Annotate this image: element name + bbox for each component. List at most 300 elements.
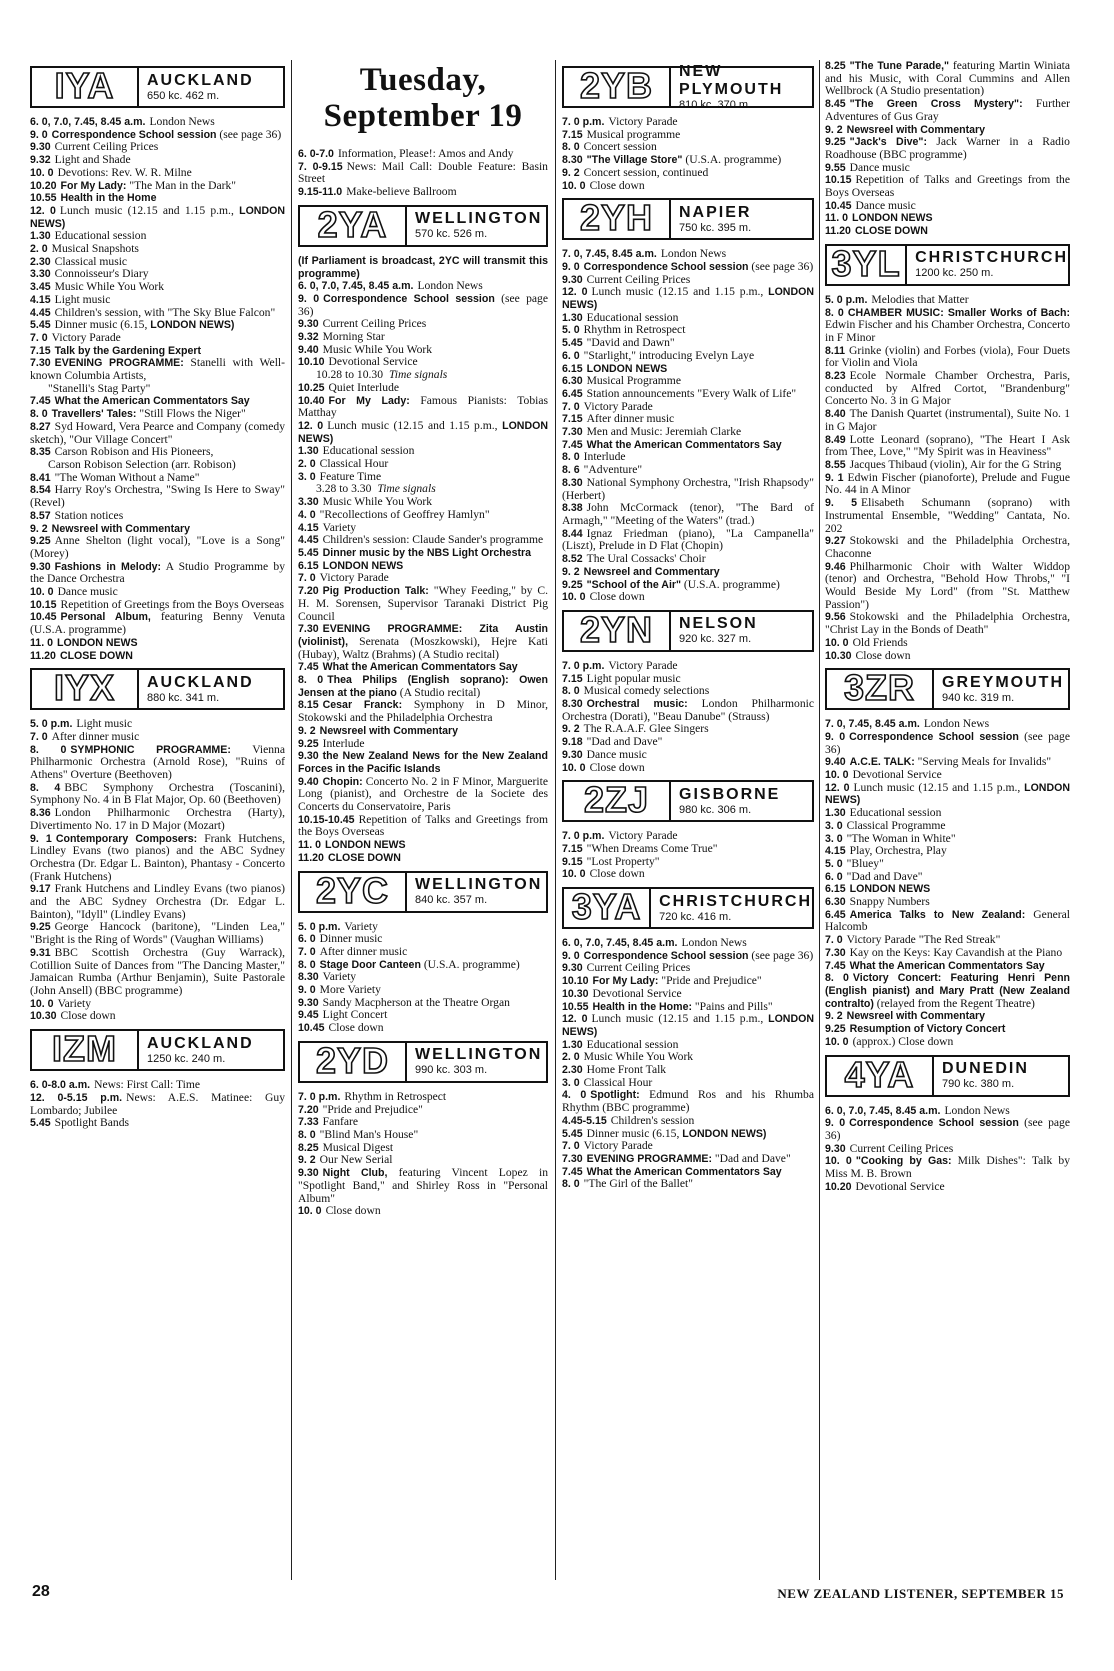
listing-title: America Talks to New Zealand: bbox=[849, 908, 1026, 921]
listing-detail: (A Studio recital) bbox=[396, 685, 481, 699]
listing-entry bbox=[825, 370, 1070, 408]
listing-detail: Station notices bbox=[54, 508, 124, 522]
listing-detail: Educational session bbox=[586, 1037, 679, 1051]
listing-time: 9. 2 bbox=[298, 724, 316, 737]
listing-time: 10.45 bbox=[825, 199, 852, 212]
listing-detail: Music While You Work bbox=[54, 280, 165, 294]
column-2 bbox=[298, 60, 548, 1580]
listing-detail: "Dad and Dave" bbox=[712, 1152, 791, 1165]
listing-entry bbox=[298, 1205, 548, 1218]
listing-time: 5. 0 bbox=[825, 857, 843, 870]
listing-time: 10.15-10.45 bbox=[298, 813, 355, 826]
listing-time: 9.25 bbox=[825, 136, 846, 149]
listing-time: 9.25 bbox=[30, 921, 51, 934]
listing-entry bbox=[298, 585, 548, 623]
listing-detail: Educational session bbox=[54, 229, 147, 243]
listing-detail: Ignaz Friedman (piano), "La Campanella" (Liszt), Prelude in D Flat (Chopin) bbox=[562, 526, 814, 553]
listing-time: 8. 0 bbox=[562, 451, 580, 464]
listing-time: 8. 4 bbox=[30, 781, 61, 794]
listing-detail: Ecole Normale Chamber Orchestra, Paris, conducted by Alfred Cortot, "Brandenburg" Concerto No. 3 in G Major bbox=[825, 369, 1070, 408]
listing-title: "Jack's Dive": bbox=[849, 136, 927, 149]
listing-time: 6.15 bbox=[825, 883, 846, 896]
listing-entry bbox=[30, 637, 285, 650]
listing-detail: Station announcements "Every Walk of Life" bbox=[586, 386, 797, 400]
column-rule bbox=[819, 60, 820, 1580]
listing-detail: Connoisseur's Diary bbox=[54, 267, 149, 281]
station-frequency: 720 kc. 416 m. bbox=[659, 910, 732, 923]
listing-detail: Melodies that Matter bbox=[871, 292, 969, 306]
listing-detail: Feature Time bbox=[319, 469, 382, 483]
listing-detail: featuring Benny Venuta (U.S.A. programme) bbox=[30, 610, 285, 637]
listing-detail: Musical Digest bbox=[322, 1140, 394, 1154]
listing-detail: Repetition of Talks and Greetings from the Boys Overseas bbox=[825, 173, 1070, 200]
listing-detail: Dance music bbox=[57, 585, 118, 599]
listing-time: 11.20 bbox=[298, 851, 324, 864]
listing-detail: Interlude bbox=[583, 450, 626, 464]
time-signal-label: Time signals bbox=[377, 482, 436, 496]
listing-entry bbox=[825, 782, 1070, 807]
listing-entry bbox=[30, 535, 285, 560]
listing-time: 6.30 bbox=[562, 375, 583, 388]
listing-detail: "Blind Man's House" bbox=[319, 1128, 419, 1141]
listing-entry bbox=[562, 1178, 814, 1191]
listing-entry bbox=[562, 591, 814, 604]
station-info bbox=[407, 873, 546, 911]
listing-detail: Lunch music (12.15 and 1.15 p.m., bbox=[591, 1012, 769, 1026]
listing-detail: Close down bbox=[589, 590, 645, 604]
listing-time: 10.30 bbox=[562, 987, 589, 1000]
listing-title: LONDON NEWS bbox=[849, 883, 931, 896]
listing-detail: London Philharmonic Orchestra (Harty), Divertimento No. 17 in D Major (Mozart) bbox=[30, 806, 285, 832]
listing-time: 5. 0 p.m. bbox=[298, 920, 341, 933]
listing-detail: London Philharmonic Orchestra (Dorati), "Beau Danube" (Strauss) bbox=[562, 697, 814, 723]
listing-detail: The Ural Cossacks' Choir bbox=[586, 552, 706, 566]
listing-detail: Dance music bbox=[586, 747, 647, 761]
listing-entry bbox=[30, 807, 285, 832]
listing-time: 5. 0 bbox=[562, 324, 580, 337]
listing-time: 12. 0 bbox=[298, 419, 324, 432]
listing-entry bbox=[825, 98, 1070, 123]
listing-time: 10. 0 bbox=[30, 997, 54, 1010]
station-callsign: 2YB bbox=[564, 68, 671, 106]
station-city: GREYMOUTH bbox=[942, 673, 1064, 691]
listing-detail: Morning Star bbox=[322, 330, 385, 344]
listing-detail: London News bbox=[149, 115, 215, 128]
listing-entry bbox=[298, 699, 548, 724]
listing-detail: Sandy Macpherson at the Theatre Organ bbox=[322, 995, 510, 1009]
listing-entry bbox=[825, 225, 1070, 238]
listing-time: 8.41 bbox=[30, 471, 51, 484]
station-header bbox=[30, 1029, 285, 1071]
listing-entry bbox=[30, 1117, 285, 1130]
listing-entry bbox=[298, 674, 548, 699]
listing-time: 6.15 bbox=[298, 559, 319, 572]
listing-detail: Devotions: Rev. W. R. Milne bbox=[57, 165, 192, 179]
listing-time: 9. 0 bbox=[562, 260, 580, 273]
listing-entry bbox=[825, 212, 1070, 225]
station-header bbox=[562, 62, 814, 111]
listing-time: 8. 0 bbox=[562, 1178, 580, 1191]
listing-title: What the American Commentators Say bbox=[322, 661, 518, 674]
listing-detail: John McCormack (tenor), "The Bard of Armagh," "Meeting of the Waters" (trad.) bbox=[562, 501, 814, 527]
station-callsign: 2YC bbox=[300, 873, 407, 911]
listing-detail: (see page 36) bbox=[298, 291, 548, 318]
listing-time: 10.15 bbox=[825, 174, 852, 187]
listing-time: 3.45 bbox=[30, 281, 51, 294]
station-callsign: 3YA bbox=[564, 889, 651, 927]
listing-title: What the American Commentators Say bbox=[849, 959, 1045, 972]
listing-time: 9.27 bbox=[825, 535, 846, 548]
publication-footer: NEW ZEALAND LISTENER, SEPTEMBER 15 bbox=[777, 1586, 1064, 1601]
listing-time: 1.30 bbox=[562, 1038, 583, 1051]
station-header bbox=[825, 668, 1070, 710]
listing-detail: London News bbox=[681, 936, 747, 950]
listing-detail: Current Ceiling Prices bbox=[586, 272, 691, 286]
station-frequency: 940 kc. 319 m. bbox=[942, 691, 1015, 704]
listing-time: 8.27 bbox=[30, 420, 51, 433]
listing-time: 8. 0 bbox=[30, 743, 67, 756]
listing-entry bbox=[562, 286, 814, 311]
listing-entry bbox=[30, 650, 285, 663]
station-info bbox=[934, 1057, 1068, 1095]
listing-detail: Fanfare bbox=[322, 1115, 359, 1129]
listing-time: 4.45 bbox=[30, 306, 51, 319]
listing-time: 9.30 bbox=[30, 560, 51, 573]
listing-entry bbox=[825, 1181, 1070, 1194]
listing-time: 9.17 bbox=[30, 883, 51, 896]
station-info bbox=[139, 68, 283, 106]
listing-time: 10.20 bbox=[30, 179, 57, 192]
listing-detail: Educational session bbox=[322, 444, 415, 458]
notice-text: (If Parliament is broadcast, 2YC will transmit this programme) bbox=[298, 254, 548, 280]
listing-time: 9.18 bbox=[562, 736, 583, 749]
listing-title: Correspondence School session bbox=[583, 949, 749, 962]
listing-time: 6. 0 bbox=[562, 349, 580, 362]
station-callsign: 3YL bbox=[827, 246, 907, 284]
listing-time: 10.40 bbox=[298, 394, 325, 407]
listing-detail: Play, Orchestra, Play bbox=[849, 844, 947, 858]
listing-detail: Victory Parade "The Red Streak" bbox=[846, 933, 1001, 947]
listing-time: 9. 2 bbox=[562, 565, 580, 578]
listing-entry bbox=[562, 180, 814, 193]
listing-title: Correspondence School session bbox=[323, 292, 495, 305]
station-frequency: 880 kc. 341 m. bbox=[147, 691, 220, 704]
time-signal-label: Time signals bbox=[389, 368, 448, 382]
listing-title: Dinner music by the NBS Light Orchestra bbox=[322, 546, 532, 559]
listing-time: 9.32 bbox=[30, 154, 51, 167]
listing-time: 6. 0 bbox=[298, 933, 316, 946]
listing-detail: Light music bbox=[54, 292, 111, 306]
listing-time: 9. 0 bbox=[825, 1117, 846, 1130]
listing-detail: Victory Parade bbox=[319, 571, 389, 585]
listing-detail: "Dad and Dave" bbox=[586, 735, 663, 749]
listing-detail: "David and Dawn" bbox=[586, 336, 675, 350]
listing-entry bbox=[30, 921, 285, 946]
listing-title: Night Club, bbox=[322, 1167, 388, 1180]
listing-detail: George Hancock (baritone), "Linden Lea," "Bright is the Ring of Words" (Vaughan Williams) bbox=[30, 920, 285, 947]
listing-entry bbox=[562, 1153, 814, 1166]
page-title: Tuesday, September 19 bbox=[323, 62, 523, 134]
station-header bbox=[562, 198, 814, 240]
listing-detail: News: First Call: Time bbox=[94, 1078, 201, 1092]
listing-detail: Lotte Leonard (soprano), "The Heart I Ask from Thee, Love," "My Spirit was in Heaviness" bbox=[825, 432, 1070, 459]
listing-detail: Kay on the Keys: Kay Cavandish at the Piano bbox=[849, 945, 1063, 959]
listing-time: 5.45 bbox=[30, 319, 51, 332]
listing-time: 7.45 bbox=[30, 395, 51, 408]
listing-time: 7.20 bbox=[298, 585, 319, 598]
listing-entry bbox=[30, 332, 285, 345]
listing-title: the New Zealand News for the New Zealand Forces in the Pacific Islands bbox=[298, 750, 548, 775]
listing-time: 3.30 bbox=[30, 268, 51, 281]
listing-detail: (see page 36) bbox=[825, 729, 1070, 756]
listing-detail: (see page 36) bbox=[748, 259, 814, 273]
listing-time: 11.20 bbox=[825, 225, 851, 238]
listing-detail: Children's session bbox=[610, 1113, 695, 1127]
listing-time: 9. 2 bbox=[825, 123, 843, 136]
listing-title: Newsreel and Commentary bbox=[583, 565, 720, 578]
station-city: NAPIER bbox=[679, 203, 752, 221]
listing-detail: "Recollections of Geoffrey Hamlyn" bbox=[319, 507, 490, 521]
listing-time: 7.30 bbox=[30, 357, 51, 370]
listing-detail: "The Girl of the Ballet" bbox=[583, 1177, 693, 1191]
listing-detail: Classical Hour bbox=[319, 457, 389, 471]
listing-detail: Victory Parade bbox=[583, 1139, 653, 1153]
listing-detail: Dance music bbox=[849, 160, 910, 174]
listing-time: 12. 0 bbox=[825, 781, 850, 794]
listing-time: 9. 0 bbox=[30, 128, 48, 141]
listing-detail: Children's session, with "The Sky Blue Falcon" bbox=[54, 305, 276, 319]
listing-time: 8.45 bbox=[825, 98, 846, 111]
listing-time: 9. 2 bbox=[825, 1010, 843, 1023]
listing-time: 9.30 bbox=[30, 141, 51, 154]
listing-detail: Devotional Service bbox=[592, 986, 682, 1000]
listing-detail: Harry Roy's Orchestra, "Swing Is Here to Sway" (Revel) bbox=[30, 483, 285, 510]
listing-time: 9. 0 bbox=[825, 730, 846, 743]
listing-entry bbox=[825, 611, 1070, 636]
listing-time: 9.25 bbox=[825, 1023, 846, 1036]
listing-time: 8. 0 bbox=[298, 1129, 316, 1141]
listing-entry bbox=[825, 174, 1070, 199]
listing-detail: Music While You Work bbox=[583, 1050, 694, 1064]
listing-entry bbox=[825, 909, 1070, 934]
listing-entry bbox=[825, 871, 1070, 884]
station-city: WELLINGTON bbox=[415, 876, 543, 894]
listing-time: 7. 0 p.m. bbox=[298, 1090, 341, 1103]
listing-detail: After dinner music bbox=[319, 944, 408, 958]
listing-time: 7.15 bbox=[562, 413, 583, 426]
listing-title: CLOSE DOWN bbox=[327, 851, 401, 864]
listing-detail: Vienna Philharmonic Orchestra (Arnold Rose), "Ruins of Athens" Overture (Beethoven) bbox=[30, 742, 285, 782]
listing-detail: Jack Warner in a Radio Roadhouse (BBC programme) bbox=[825, 135, 1070, 161]
listing-entry bbox=[562, 528, 814, 553]
listing-time: 9.40 bbox=[825, 756, 846, 769]
station-info bbox=[139, 670, 283, 708]
station-header bbox=[298, 1041, 548, 1083]
listing-detail: Musical Snapshots bbox=[51, 242, 139, 256]
listing-time: 4.15 bbox=[825, 845, 846, 858]
listing-news: LONDON NEWS) bbox=[298, 419, 548, 445]
listing-entry bbox=[825, 434, 1070, 459]
listing-detail: Musical Programme bbox=[586, 374, 681, 388]
listing-news: LONDON NEWS) bbox=[562, 286, 814, 312]
listing-title: What the American Commentators Say bbox=[54, 395, 250, 408]
listing-detail: News: Mail Call: Double Feature: Basin Street bbox=[298, 159, 548, 186]
listing-time: 5. 0 p.m. bbox=[825, 293, 868, 306]
listing-time: 9. 1 bbox=[825, 471, 844, 484]
listing-title: "Cooking by Gas: bbox=[855, 1155, 952, 1168]
listing-entry bbox=[825, 1010, 1070, 1023]
listing-detail: General Halcomb bbox=[825, 907, 1070, 934]
listing-entry bbox=[298, 750, 548, 775]
listing-title: "The Tune Parade," bbox=[849, 60, 950, 72]
listing-detail: Concert session, continued bbox=[583, 165, 709, 179]
listing-title: Contemporary Composers: bbox=[55, 832, 198, 845]
listing-detail: "Pride and Prejudice" bbox=[322, 1102, 423, 1116]
listing-detail: National Symphony Orchestra, "Irish Rhapsody" (Herbert) bbox=[562, 475, 814, 502]
listing-time: 9.30 bbox=[298, 1167, 319, 1180]
listing-entry bbox=[562, 762, 814, 775]
listing-time: 9. 5 bbox=[825, 497, 858, 510]
listing-detail: The R.A.A.F. Glee Singers bbox=[583, 722, 709, 736]
listing-entry bbox=[825, 561, 1070, 612]
listing-time: 7.30 bbox=[825, 946, 846, 959]
listing-time: 8.55 bbox=[825, 458, 846, 471]
listing-title: For My Lady: bbox=[592, 975, 659, 988]
column-1 bbox=[30, 60, 285, 1580]
listing-detail: Milk Dishes": Talk by Miss M. B. Brown bbox=[825, 1154, 1070, 1181]
listing-time: 8.30 bbox=[562, 154, 583, 167]
listing-time: 10. 0 bbox=[825, 769, 849, 782]
listing-time: 10. 0 bbox=[562, 179, 586, 192]
listing-detail: "When Dreams Come True" bbox=[586, 841, 718, 855]
listing-entry bbox=[298, 661, 548, 674]
listing-time: 8.44 bbox=[562, 527, 583, 540]
listing-time: 6. 0 bbox=[825, 870, 843, 883]
listing-time: 9.40 bbox=[298, 775, 319, 788]
listing-detail: Serenata (Moszkowski), Hejre Kati (Hubay), Waltz (Brahms) (A Studio recital) bbox=[298, 634, 548, 661]
listing-detail: (see page 36) bbox=[825, 1116, 1070, 1142]
listing-time: 5.45 bbox=[298, 546, 319, 559]
listing-detail: Devotional Service bbox=[855, 1179, 945, 1193]
listing-title: For My Lady: bbox=[60, 179, 127, 192]
listing-detail: Lunch music (12.15 and 1.15 p.m., bbox=[591, 285, 769, 299]
listing-detail: "Pains and Pills" bbox=[692, 999, 773, 1013]
listing-detail: Close down bbox=[328, 1021, 384, 1035]
listing-title: Resumption of Victory Concert bbox=[849, 1023, 1006, 1036]
station-info bbox=[934, 670, 1068, 708]
listing-time: 10.30 bbox=[30, 1010, 57, 1023]
listing-entry bbox=[562, 502, 814, 527]
listing-detail: Educational session bbox=[849, 806, 942, 820]
station-header bbox=[30, 66, 285, 108]
listing-entry bbox=[825, 497, 1070, 535]
listing-detail: "Pride and Prejudice" bbox=[658, 974, 762, 988]
listing-title: Stage Door Canteen bbox=[319, 958, 421, 971]
listing-title: CLOSE DOWN bbox=[854, 225, 928, 238]
listing-detail: Philharmonic Choir with Walter Widdop (tenor) and Orchestra, "Behold How Throbs," "I Would Beside My Lord" (from "St. Matthew Passion") bbox=[825, 559, 1070, 611]
listing-time: 9.40 bbox=[298, 343, 319, 356]
listing-time: 8.57 bbox=[30, 509, 51, 522]
listing-time: 8. 0 bbox=[825, 306, 844, 319]
listing-detail: Rhythm in Retrospect bbox=[583, 323, 686, 337]
station-info bbox=[671, 200, 812, 238]
listing-time: 7.30 bbox=[562, 1153, 583, 1165]
listing-detail: Current Ceiling Prices bbox=[586, 961, 691, 975]
listing-title: Personal Album, bbox=[60, 611, 151, 624]
listing-detail: "The Woman in White" bbox=[846, 831, 956, 845]
listing-detail: "Adventure" bbox=[583, 463, 643, 477]
listing-detail: Close down bbox=[589, 760, 645, 774]
listing-entry bbox=[30, 357, 285, 382]
listing-detail: Victory Parade bbox=[608, 829, 678, 843]
listing-time: 2. 0 bbox=[298, 458, 316, 471]
listing-detail: Dinner music (6.15, bbox=[586, 1126, 683, 1140]
listing-detail: Frank Hutchens, Lindley Evans (two pianos) and the ABC Sydney Orchestra (Dr. Edgar L. Bainton), Phantasy - Concerto (Frank Hutchens) bbox=[30, 831, 285, 883]
listing-time: 10.10 bbox=[562, 975, 589, 988]
listing-time: 5.45 bbox=[562, 337, 583, 350]
station-city: DUNEDIN bbox=[942, 1060, 1029, 1078]
listing-detail: Dinner music (6.15, bbox=[54, 318, 151, 332]
station-header bbox=[298, 871, 548, 913]
listing-detail: Victory Parade bbox=[583, 399, 653, 413]
station-header bbox=[30, 668, 285, 710]
station-callsign: 2YN bbox=[564, 612, 671, 650]
listing-detail: Syd Howard, Vera Pearce and Company (comedy sketch), "Our Village Concert" bbox=[30, 419, 285, 446]
listing-detail: Anne Shelton (light vocal), "Love is a Song" (Morey) bbox=[30, 534, 285, 560]
station-callsign: IYA bbox=[32, 68, 139, 106]
listing-time: 8. 0 bbox=[30, 408, 48, 421]
listing-title: "The Green Cross Mystery": bbox=[849, 98, 1023, 111]
listing-detail: London News bbox=[417, 279, 483, 293]
listing-detail: Classical music bbox=[54, 254, 128, 268]
listing-time: 7.15 bbox=[562, 672, 583, 685]
station-city: WELLINGTON bbox=[415, 1046, 543, 1064]
listing-entry bbox=[562, 1013, 814, 1038]
listing-time: 1.30 bbox=[825, 807, 846, 820]
listing-detail: Snappy Numbers bbox=[849, 895, 930, 909]
listing-detail: Famous Pianists: Tobias Matthay bbox=[298, 393, 548, 420]
station-city: CHRISTCHURCH bbox=[659, 892, 812, 910]
listing-time: 6.45 bbox=[825, 908, 846, 921]
listing-title: LONDON NEWS bbox=[322, 559, 404, 572]
listing-detail: Carson Robison and His Pioneers, bbox=[54, 445, 214, 459]
column-rule bbox=[291, 60, 292, 1580]
listing-title: Talk by the Gardening Expert bbox=[54, 344, 202, 357]
station-city: AUCKLAND bbox=[147, 71, 254, 89]
column-4 bbox=[825, 60, 1070, 1580]
listing-detail: "Lost Property" bbox=[586, 854, 660, 868]
listing-entry bbox=[825, 947, 1070, 960]
listing-time: 7. 0 bbox=[30, 331, 48, 344]
station-header bbox=[562, 610, 814, 652]
listing-time: 10. 0 bbox=[298, 1205, 322, 1218]
listing-detail: Close down bbox=[60, 1009, 116, 1023]
listing-detail: Stokowski and the Philadelphia Orchestra, Chaconne bbox=[825, 534, 1070, 560]
listing-detail: Variety bbox=[344, 919, 378, 933]
listing-detail: BBC Symphony Orchestra (Toscanini), Symphony No. 4 in B Flat Major, Op. 60 (Beethoven) bbox=[30, 780, 285, 807]
station-callsign: IZM bbox=[32, 1031, 139, 1069]
listing-detail: (approx.) Close down bbox=[852, 1034, 954, 1048]
listing-title: SYMPHONIC PROGRAMME: bbox=[70, 743, 231, 756]
station-frequency: 1250 kc. 240 m. bbox=[147, 1052, 226, 1065]
listing-time: 9.15-11.0 bbox=[298, 186, 343, 199]
listing-title: Newsreel with Commentary bbox=[846, 1010, 986, 1023]
listing-time: 8.54 bbox=[30, 484, 51, 497]
listing-detail: Lunch music (12.15 and 1.15 p.m., bbox=[327, 418, 503, 432]
station-info bbox=[139, 1031, 283, 1069]
listing-detail: Repetition of Talks and Greetings from the Boys Overseas bbox=[298, 812, 548, 839]
listing-time: 3. 0 bbox=[825, 832, 843, 845]
